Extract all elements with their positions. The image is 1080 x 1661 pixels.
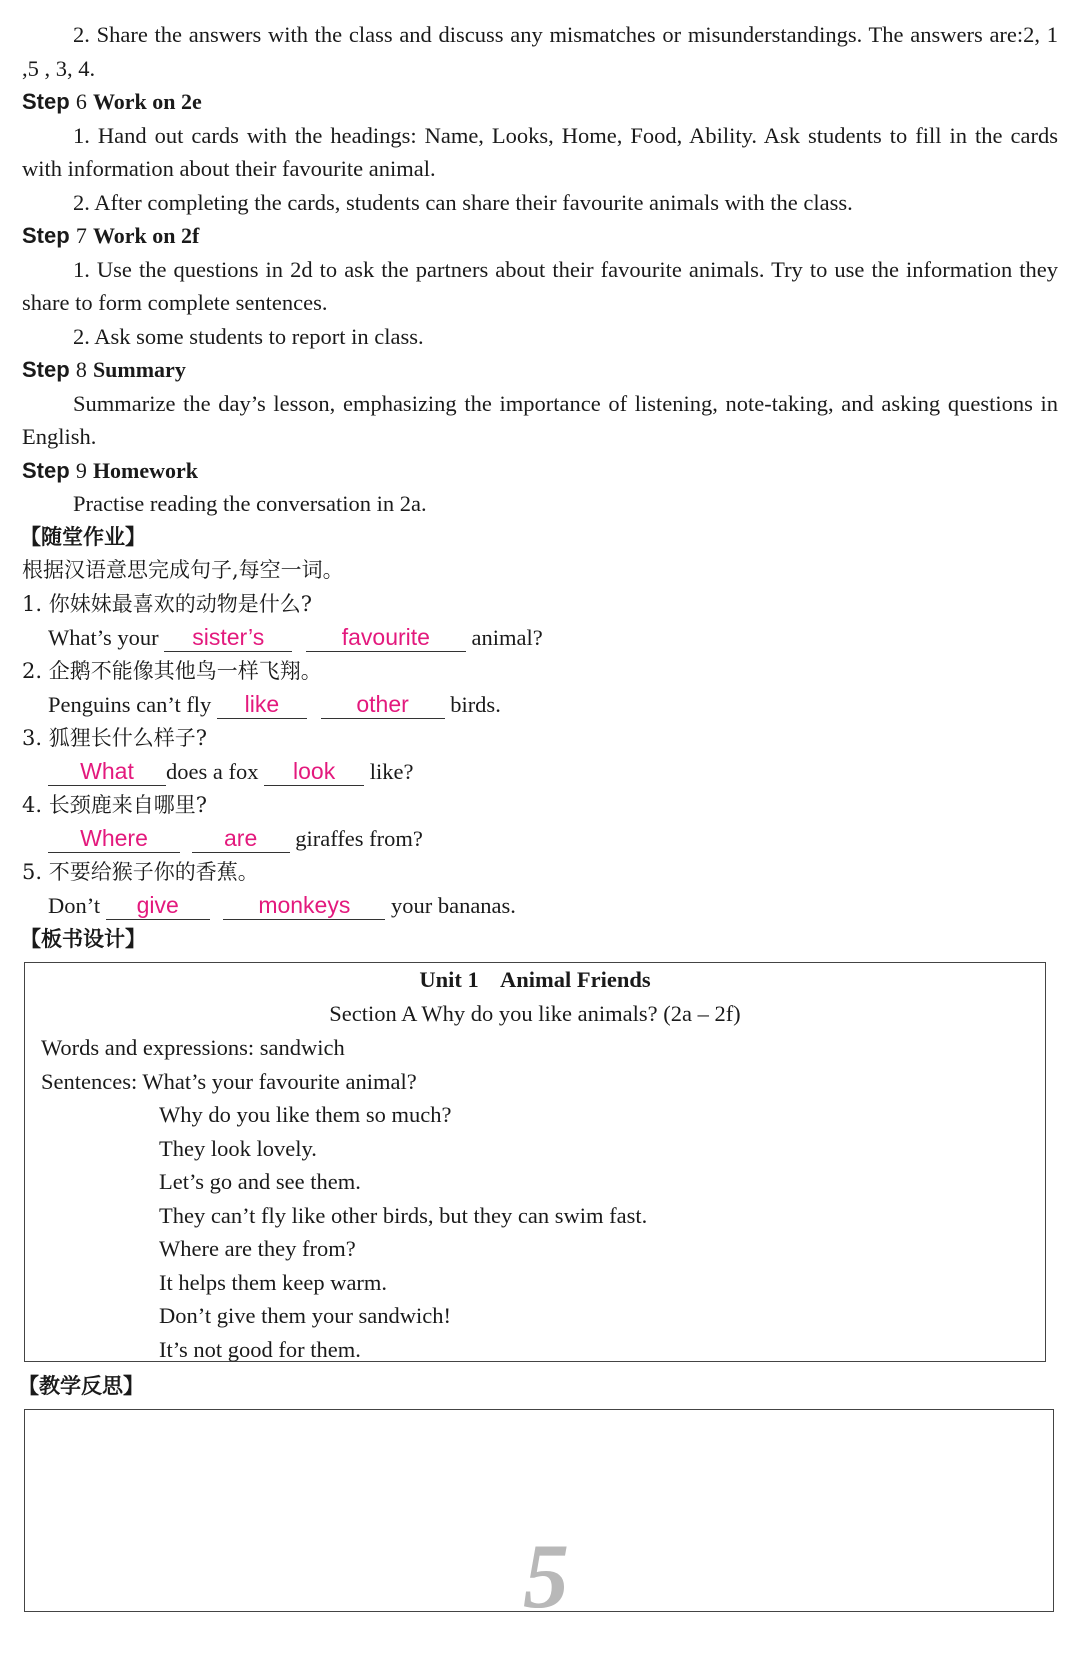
answer-blank[interactable] bbox=[192, 825, 290, 853]
exercise-3-prompt: 3. 狐狸长什么样子? bbox=[22, 725, 207, 750]
answer-text: other bbox=[356, 691, 409, 717]
step-label: Step bbox=[22, 89, 70, 114]
board-sentence: It’s not good for them. bbox=[159, 1336, 361, 1362]
answer-blank[interactable] bbox=[306, 624, 466, 652]
exercise-1-prompt: 1. 你妹妹最喜欢的动物是什么? bbox=[22, 591, 312, 616]
answer-blank[interactable] bbox=[223, 892, 385, 920]
step-label: Step bbox=[22, 457, 70, 483]
answer-blank[interactable] bbox=[48, 825, 180, 853]
step-number: 8 bbox=[75, 357, 87, 382]
exercise-2-prompt: 2. 企鹅不能像其他鸟一样飞翔。 bbox=[22, 658, 322, 683]
answer-text: are bbox=[224, 825, 258, 851]
step-title: Work on 2e bbox=[92, 89, 202, 114]
page-content bbox=[22, 18, 1058, 956]
exercise-2-sentence bbox=[22, 688, 1058, 722]
sentence-text: Don’t bbox=[48, 893, 101, 918]
step-6-line-2: 2. After completing the cards, students can share their favourite animals with the class. bbox=[73, 189, 853, 215]
answer-blank[interactable] bbox=[106, 892, 210, 920]
homework-heading: 【随堂作业】 bbox=[20, 524, 146, 549]
step-label: Step bbox=[22, 357, 70, 382]
step-9-heading bbox=[22, 454, 1058, 488]
board-sentence: They can’t fly like other birds, but they can swim fast. bbox=[159, 1202, 648, 1228]
step-title: Work on 2f bbox=[92, 223, 200, 248]
board-sentences-label: Sentences: What’s your favourite animal? bbox=[41, 1068, 417, 1094]
sentence-text: Penguins can’t fly bbox=[48, 692, 212, 717]
answer-text: like bbox=[244, 691, 280, 717]
exercise-3-sentence bbox=[22, 755, 1058, 789]
board-unit-title: Unit 1 Animal Friends bbox=[419, 967, 651, 992]
answer-blank[interactable] bbox=[321, 691, 445, 719]
sentence-text: giraffes from? bbox=[295, 826, 423, 851]
board-sentence: Don’t give them your sandwich! bbox=[159, 1303, 452, 1328]
step-number: 6 bbox=[75, 89, 87, 114]
answer-text: give bbox=[136, 892, 179, 918]
answer-blank[interactable] bbox=[48, 758, 166, 786]
step-label: Step bbox=[22, 223, 70, 248]
board-sentence: Let’s go and see them. bbox=[159, 1169, 361, 1194]
board-sentence: They look lovely. bbox=[159, 1135, 317, 1161]
exercise-4-prompt: 4. 长颈鹿来自哪里? bbox=[22, 792, 207, 817]
step-7-line-1: 1. Use the questions in 2d to ask the partners about their favourite animals. Try to use the information they share to form complete sentences. bbox=[22, 256, 1058, 315]
board-design-box bbox=[24, 962, 1046, 1362]
board-heading: 【板书设计】 bbox=[20, 926, 146, 951]
board-sentence: Where are they from? bbox=[159, 1236, 356, 1261]
step-9-line-1: Practise reading the conversation in 2a. bbox=[73, 491, 427, 516]
answer-text: Where bbox=[80, 825, 148, 851]
step-6-line-1: 1. Hand out cards with the headings: Name, Looks, Home, Food, Ability. Ask students to fill in the cards with information about their favourite animal. bbox=[22, 122, 1058, 181]
step-7-heading bbox=[22, 219, 1058, 253]
exercise-5-prompt: 5. 不要给猴子你的香蕉。 bbox=[22, 859, 259, 884]
step-number: 9 bbox=[75, 457, 87, 483]
step-title: Homework bbox=[92, 457, 199, 483]
answer-text: What bbox=[80, 758, 134, 784]
step-6-heading bbox=[22, 85, 1058, 119]
intro-item-2: 2. Share the answers with the class and discuss any mismatches or misunderstandings. The answers are:2, 1 ,5 , 3, 4. bbox=[22, 22, 1058, 81]
sentence-text: like? bbox=[369, 759, 414, 784]
sentence-text: does a fox bbox=[166, 759, 259, 784]
answer-text: sister’s bbox=[192, 624, 265, 650]
board-sentence: It helps them keep warm. bbox=[159, 1269, 388, 1295]
answer-text: favourite bbox=[341, 624, 430, 650]
exercise-4-sentence bbox=[22, 822, 1058, 856]
answer-blank[interactable] bbox=[164, 624, 292, 652]
exercise-1-sentence bbox=[22, 621, 1058, 655]
step-7-line-2: 2. Ask some students to report in class. bbox=[73, 323, 424, 349]
answer-text: look bbox=[293, 758, 336, 784]
sentence-text: your bananas. bbox=[390, 893, 516, 918]
board-words: Words and expressions: sandwich bbox=[41, 1035, 345, 1060]
answer-blank[interactable] bbox=[217, 691, 307, 719]
answer-blank[interactable] bbox=[264, 758, 364, 786]
step-8-line-1: Summarize the day’s lesson, emphasizing the importance of listening, note-taking, and asking questions in English. bbox=[22, 390, 1058, 449]
board-section-title: Section A Why do you like animals? (2a – 2f) bbox=[329, 1001, 741, 1026]
step-number: 7 bbox=[75, 223, 87, 248]
homework-instruction: 根据汉语意思完成句子,每空一词。 bbox=[22, 558, 344, 582]
sentence-text: animal? bbox=[471, 625, 543, 650]
sentence-text: What’s your bbox=[48, 625, 159, 650]
step-8-heading bbox=[22, 353, 1058, 387]
page-number: 5 bbox=[523, 1525, 569, 1627]
exercise-5-sentence bbox=[22, 889, 1058, 923]
sentence-text: birds. bbox=[450, 692, 501, 717]
answer-text: monkeys bbox=[258, 892, 351, 918]
step-title: Summary bbox=[92, 357, 186, 382]
reflection-heading: 【教学反思】 bbox=[18, 1374, 144, 1398]
board-sentence: Why do you like them so much? bbox=[159, 1102, 452, 1127]
